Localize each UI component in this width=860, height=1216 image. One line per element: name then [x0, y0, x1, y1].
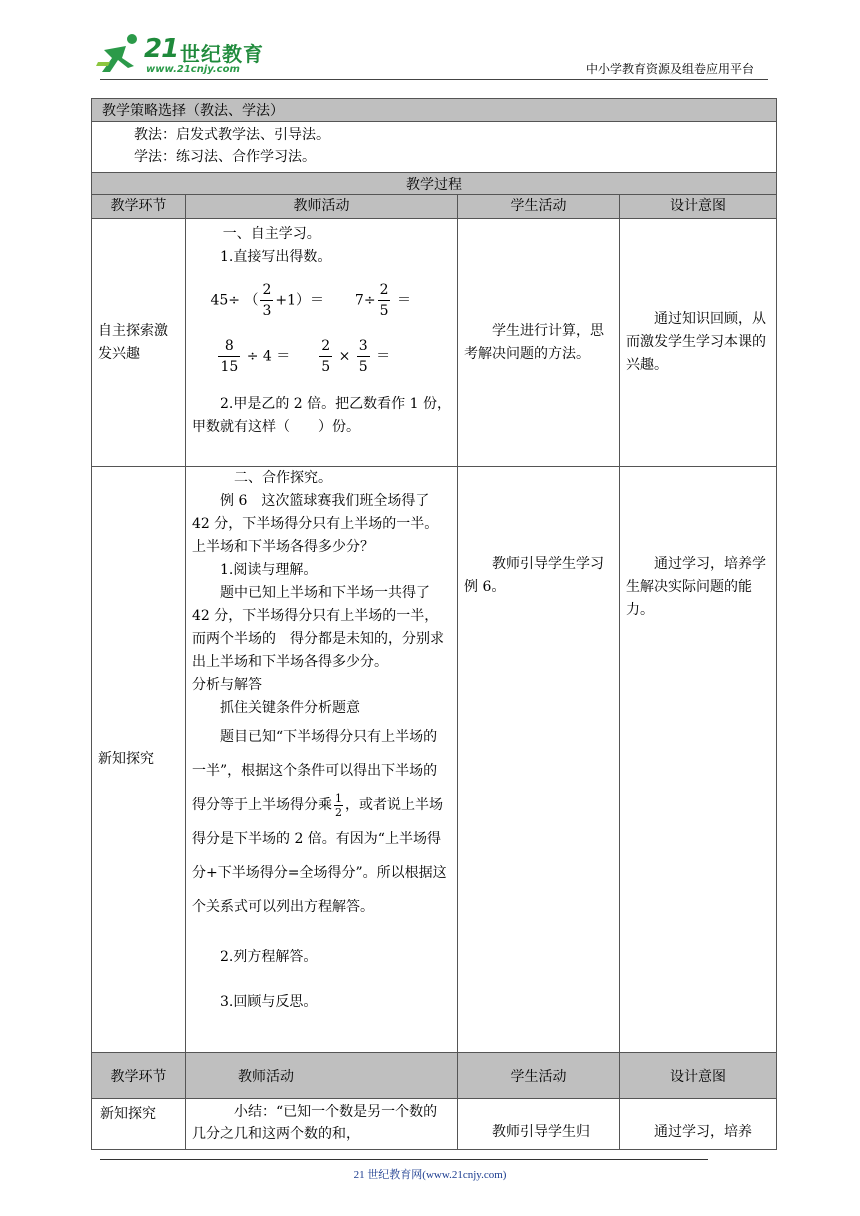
col-header-student: 学生活动 [458, 1053, 620, 1099]
key-condition: 抓住关键条件分析题意 [220, 700, 360, 716]
stage-label: 自主探索激发兴趣 [98, 322, 168, 362]
design-intent-cell [620, 219, 777, 467]
stage-cell [92, 219, 186, 467]
design-intent-cell [620, 1099, 777, 1150]
step-3: 3.回顾与反思。 [220, 994, 318, 1010]
teacher-activity-cell [186, 1099, 458, 1150]
col-header-student: 学生活动 [458, 195, 620, 219]
stage-cell [92, 1099, 186, 1150]
step-2: 2.列方程解答。 [220, 949, 318, 965]
question-1: 1.直接写出得数。 [220, 249, 332, 265]
eq-b-prefix: 7÷ [354, 292, 376, 309]
fraction: $\frac{8}{15}$ [220, 338, 239, 375]
process-title: 教学过程 [92, 173, 777, 195]
design-intent-cell [620, 467, 777, 1053]
student-activity: 学生进行计算，思考解决问题的方法。 [464, 322, 604, 362]
methods-cell [92, 122, 777, 173]
fraction: $\frac{2}{3}$ [262, 282, 272, 319]
col-header-intent: 设计意图 [620, 195, 777, 219]
strategy-title: 教学策略选择（教法、学法） [92, 99, 777, 122]
student-activity-cell [458, 1099, 620, 1150]
summary-text: 小结：“已知一个数是另一个数的几分之几和这两个数的和， [192, 1104, 438, 1142]
analysis-text: 题目已知“下半场得分只有上半场的一半”，根据这个条件可以得出下半场的得分等于上半场得分乘 $\frac{1}{2}$ ，或者说上半场得分是下半场的 2 倍。有因为“上半场得分+下半场得分=全场得分”。所以根据这个关系式可以列出方程解答。 [192, 729, 447, 915]
teaching-method: 教法：启发式教学法、引导法。 [134, 127, 330, 143]
teacher-activity-cell [186, 467, 458, 1053]
eq-d-suffix: ＝ [376, 348, 391, 365]
col-header-teacher: 教师活动 [186, 1053, 458, 1099]
student-activity: 教师引导学生学习例 6。 [464, 556, 604, 595]
equation-line-2 [192, 337, 451, 383]
section-heading: 二、合作探究。 [234, 470, 332, 486]
site-logo [96, 30, 266, 80]
fraction: $\frac{2}{5}$ [379, 282, 389, 319]
reading-text: 题中已知上半场和下半场一共得了 42 分，下半场得分只有上半场的一半，而两个半场的 得分都是未知的，分别求出上半场和下半场各得多少分。 [192, 585, 444, 670]
stage-label: 新知探究 [98, 751, 154, 767]
stage-cell [92, 467, 186, 1053]
eq-c-mid: ÷ 4 ＝ [246, 348, 291, 365]
teacher-activity-cell [186, 219, 458, 467]
col-header-teacher: 教师活动 [186, 195, 458, 219]
design-intent: 通过知识回顾，从而激发学生学习本课的兴趣。 [626, 311, 766, 373]
footer-divider [100, 1159, 708, 1160]
runner-logo-icon [96, 32, 146, 78]
fraction: $\frac{2}{5}$ [321, 338, 331, 375]
learning-method: 学法：练习法、合作学习法。 [134, 149, 316, 165]
col-header-intent: 设计意图 [620, 1053, 777, 1099]
fraction: $\frac{3}{5}$ [358, 338, 368, 375]
lesson-plan-table [91, 98, 777, 1150]
stage-label: 新知探究 [100, 1106, 156, 1122]
fraction-half: $\frac{1}{2}$ [335, 791, 342, 819]
student-activity-cell [458, 219, 620, 467]
equation-line-1 [192, 281, 451, 327]
step-1: 1.阅读与理解。 [220, 562, 318, 578]
analysis-title: 分析与解答 [192, 677, 262, 693]
logo-url: www.21cnjy.com [146, 64, 240, 75]
logo-name: 世纪教育 [180, 42, 264, 66]
design-intent: 通过学习，培养学生解决实际问题的能力。 [626, 556, 766, 618]
eq-a-suffix: +1）＝ [275, 292, 325, 309]
footer-text: 21 世纪教育网(www.21cnjy.com) [353, 1169, 507, 1181]
eq-a-prefix: 45÷ （ [210, 292, 259, 309]
design-intent: 通过学习，培养 [654, 1124, 752, 1140]
example-6: 例 6 这次篮球赛我们班全场得了 42 分，下半场得分只有上半场的一半。上半场和下半场各得多少分？ [192, 493, 439, 555]
logo-number: 21 [144, 34, 179, 64]
eq-d-op: × [338, 348, 351, 365]
section-heading: 一、自主学习。 [222, 226, 321, 242]
student-activity-cell [458, 467, 620, 1053]
header-divider [100, 79, 768, 80]
question-2: 2.甲是乙的 2 倍。把乙数看作 1 份，甲数就有这样（ ）份。 [192, 396, 451, 435]
col-header-stage: 教学环节 [92, 195, 186, 219]
platform-title: 中小学教育资源及组卷应用平台 [585, 62, 754, 76]
col-header-stage: 教学环节 [92, 1053, 186, 1099]
student-activity: 教师引导学生归 [492, 1124, 590, 1140]
eq-b-suffix: ＝ [396, 292, 411, 309]
